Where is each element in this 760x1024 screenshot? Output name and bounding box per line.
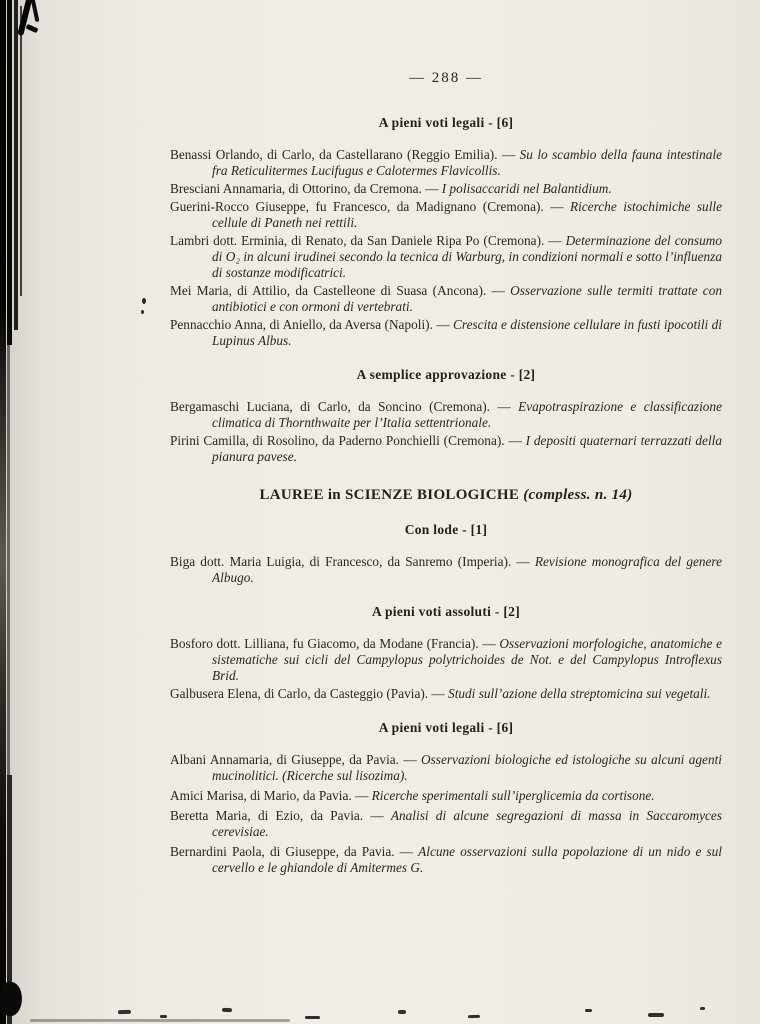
thesis-title: Revisione monografica del genere Albugo. [212,554,722,585]
graduate-entry [170,433,722,465]
ink-speck [222,1008,232,1012]
section [170,522,722,586]
thesis-title: Su lo scambio della fauna intestinale fra Reticulitermes Lucifugus e Calotermes Flavicollis. [212,147,722,178]
section-heading: A pieni voti legali - [6] [378,720,514,735]
graduate-entry [170,752,722,784]
section [170,604,722,702]
thesis-title: Ricerche sperimentali sull’iperglicemia da cortisone. [371,788,655,803]
section [170,720,722,876]
graduate-name: Bosforo dott. Lilliana, fu Giacomo, da Modane (Francia). — [170,636,500,651]
graduate-entry [170,147,722,179]
graduate-entry [170,233,722,281]
graduate-entry [170,554,722,586]
graduate-name: Guerini-Rocco Giuseppe, fu Francesco, da Madignano (Cremona). — [170,199,570,214]
section-heading: Con lode - [1] [404,522,488,537]
binding-edge-streak [14,0,18,330]
graduate-name: Bergamaschi Luciana, di Carlo, da Soncino (Cremona). — [170,399,519,414]
ink-speck [468,1015,480,1018]
graduate-entry [170,788,722,804]
ink-speck [141,310,144,314]
ink-speck [160,1015,167,1018]
degree-heading-note: (compless. n. 14) [523,487,633,503]
graduate-entry [170,317,722,349]
graduate-name: Bresciani Annamaria, di Ottorino, da Cremona. — [170,181,442,196]
thesis-title: Analisi di alcune segregazioni di massa in Saccaromyces cerevisiae. [212,808,722,839]
ink-stroke [31,0,40,22]
graduate-name: Pennacchio Anna, di Aniello, da Aversa (Napoli). — [170,317,454,332]
graduate-entry [170,808,722,840]
graduate-name: Lambri dott. Erminia, di Renato, da San Daniele Ripa Po (Cremona). — [170,233,566,248]
graduate-entry [170,181,722,197]
ink-speck [585,1009,592,1012]
thesis-title: Osservazioni morfologiche, anatomiche e sistematiche sui cicli del Campylopus polytrichoides de Not. e del Campylopus Introflexus Brid. [212,636,722,683]
graduate-name: Galbusera Elena, di Carlo, da Casteggio (Pavia). — [170,686,449,701]
graduate-name: Mei Maria, di Attilio, da Castelleone di Suasa (Ancona). — [170,283,511,298]
section [170,367,722,465]
graduate-entry [170,199,722,231]
section-heading: A pieni voti legali - [6] [378,115,514,130]
ink-speck [305,1016,320,1019]
binding-edge-streak [0,0,6,1024]
ink-stroke [26,24,39,33]
graduate-entry [170,844,722,876]
graduate-name: Bernardini Paola, di Giuseppe, da Pavia. — [170,844,419,859]
graduate-name: Albani Annamaria, di Giuseppe, da Pavia. — [170,752,422,767]
ink-speck [118,1010,131,1014]
graduate-entry [170,283,722,315]
section [170,115,722,349]
page-number: — 288 — [409,70,483,86]
page-content [170,70,722,880]
graduate-name: Pirini Camilla, di Rosolino, da Paderno Ponchielli (Cremona). — [170,433,526,448]
thesis-title: Studi sull’azione della streptomicina sui vegetali. [448,686,711,701]
ink-speck [142,298,146,304]
graduate-name: Benassi Orlando, di Carlo, da Castellarano (Reggio Emilia). — [170,147,520,162]
thesis-title: I polisaccaridi nel Balantidium. [441,181,612,196]
binding-edge-streak [7,345,10,775]
ink-speck [700,1007,705,1010]
section-heading: A semplice approvazione - [2] [356,367,536,382]
thesis-title: Osservazioni biologiche ed istologiche su alcuni agenti mucinolitici. (Ricerche sul lisozima). [212,752,722,783]
ink-speck [398,1010,406,1014]
thesis-title: Crescita e distensione cellulare in fusti ipocotili di Lupinus Albus. [212,317,722,348]
section-heading: A pieni voti assoluti - [2] [372,604,520,619]
thesis-title: Determinazione del consumo di O₂ in alcuni irudinei secondo la tecnica di Warburg, in condizioni normali e sotto l’influenza di sostanze modificatrici. [212,233,722,280]
corner-ink-blob [0,981,24,1017]
graduate-name: Beretta Maria, di Ezio, da Pavia. — [170,808,391,823]
graduate-entry [170,636,722,684]
degree-heading [170,487,722,504]
binding-edge-streak [20,6,22,296]
thesis-title: Ricerche istochimiche sulle cellule di Paneth nei rettili. [212,199,722,230]
thesis-title: I depositi quaternari terrazzati della pianura pavese. [212,433,722,464]
graduate-entry [170,399,722,431]
graduate-name: Biga dott. Maria Luigia, di Francesco, da Sanremo (Imperia). — [170,554,535,569]
thesis-title: Evapotraspirazione e classificazione climatica di Thornthwaite per l’Italia settentrionale. [212,399,722,430]
bottom-smudge [30,1019,290,1022]
thesis-title: Osservazione sulle termiti trattate con antibiotici e con ormoni di vertebrati. [212,283,722,314]
thesis-title: Alcune osservazioni sulla popolazione di un nido e sul cervello e le ghiandole di Amitermes G. [212,844,722,875]
ink-speck [648,1013,664,1017]
degree-heading-main: LAUREE in SCIENZE BIOLOGICHE [259,487,520,503]
binding-edge-streak [7,0,12,345]
graduate-entry [170,686,722,702]
graduate-name: Amici Marisa, di Mario, da Pavia. — [170,788,372,803]
